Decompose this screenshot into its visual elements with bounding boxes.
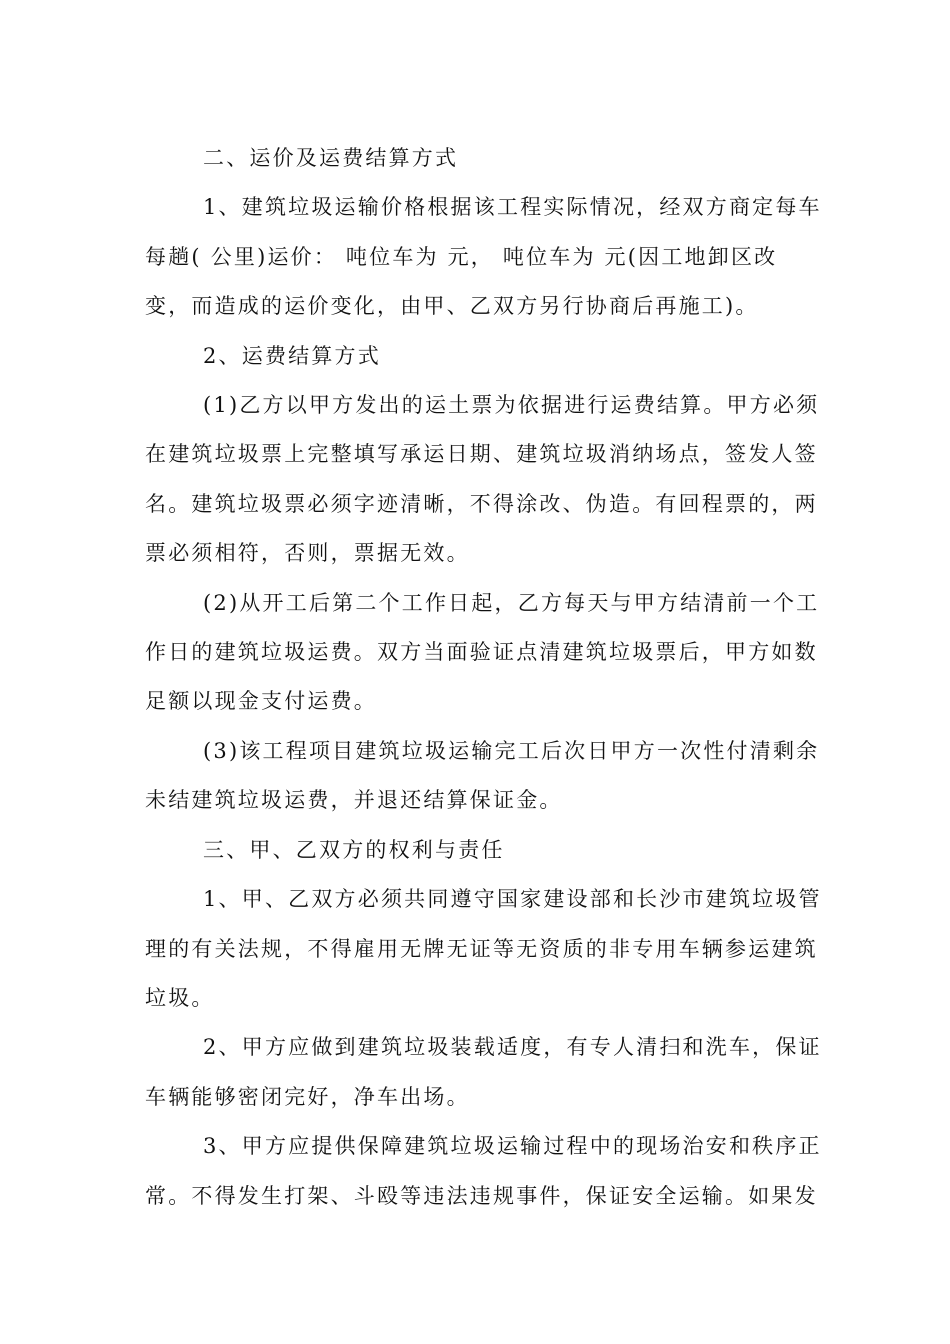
text-line: (1)乙方以甲方发出的运土票为依据进行运费结算。甲方必须 [203,393,820,418]
text-line: 作日的建筑垃圾运费。双方当面验证点清建筑垃圾票后，甲方如数 [145,640,818,665]
document-body [145,134,822,1221]
text-line: 足额以现金支付运费。 [145,689,377,714]
text-line: 理的有关法规，不得雇用无牌无证等无资质的非专用车辆参运建筑 [145,936,818,961]
text-line: 名。建筑垃圾票必须字迹清晰，不得涂改、伪造。有回程票的，两 [145,491,818,516]
text-line: 三、甲、乙双方的权利与责任 [203,837,505,862]
paragraph-settlement-item-1 [145,381,820,579]
text-line: 票必须相符，否则，票据无效。 [145,541,470,566]
text-line: 未结建筑垃圾运费，并退还结算保证金。 [145,788,563,813]
text-line: 2、甲方应做到建筑垃圾装载适度，有专人清扫和洗车，保证 [203,1035,822,1060]
text-line: 1、建筑垃圾运输价格根据该工程实际情况，经双方商定每车 [203,195,822,220]
paragraph-freight-price [145,183,822,331]
text-line: 3、甲方应提供保障建筑垃圾运输过程中的现场治安和秩序正 [203,1134,822,1159]
text-line: (2)从开工后第二个工作日起，乙方每天与甲方结清前一个工 [203,590,820,615]
subheading-settlement-method [145,332,807,381]
text-line: 车辆能够密闭完好，净车出场。 [145,1084,470,1109]
text-line: 垃圾。 [145,985,215,1010]
section-heading-rights-responsibilities [145,826,807,875]
text-line: 二、运价及运费结算方式 [203,146,459,170]
text-line: 在建筑垃圾票上完整填写承运日期、建筑垃圾消纳场点，签发人签 [145,442,818,467]
text-line: 常。不得发生打架、斗殴等违法违规事件，保证安全运输。如果发 [145,1183,818,1208]
text-line: 2、运费结算方式 [203,343,381,368]
paragraph-settlement-item-2 [145,579,820,727]
text-line: 1、甲、乙双方必须共同遵守国家建设部和长沙市建筑垃圾管 [203,887,822,912]
paragraph-responsibility-2 [145,1023,822,1122]
paragraph-responsibility-1 [145,875,822,1023]
paragraph-settlement-item-3 [145,727,820,826]
text-line: 变，而造成的运价变化，由甲、乙双方另行协商后再施工)。 [145,294,759,319]
paragraph-responsibility-3 [145,1122,822,1221]
section-heading-freight-settlement [145,134,807,183]
text-line: (3)该工程项目建筑垃圾运输完工后次日甲方一次性付清剩余 [203,738,820,763]
text-line: 每趟( 公里)运价： 吨位车为 元， 吨位车为 元(因工地卸区改 [145,244,778,269]
